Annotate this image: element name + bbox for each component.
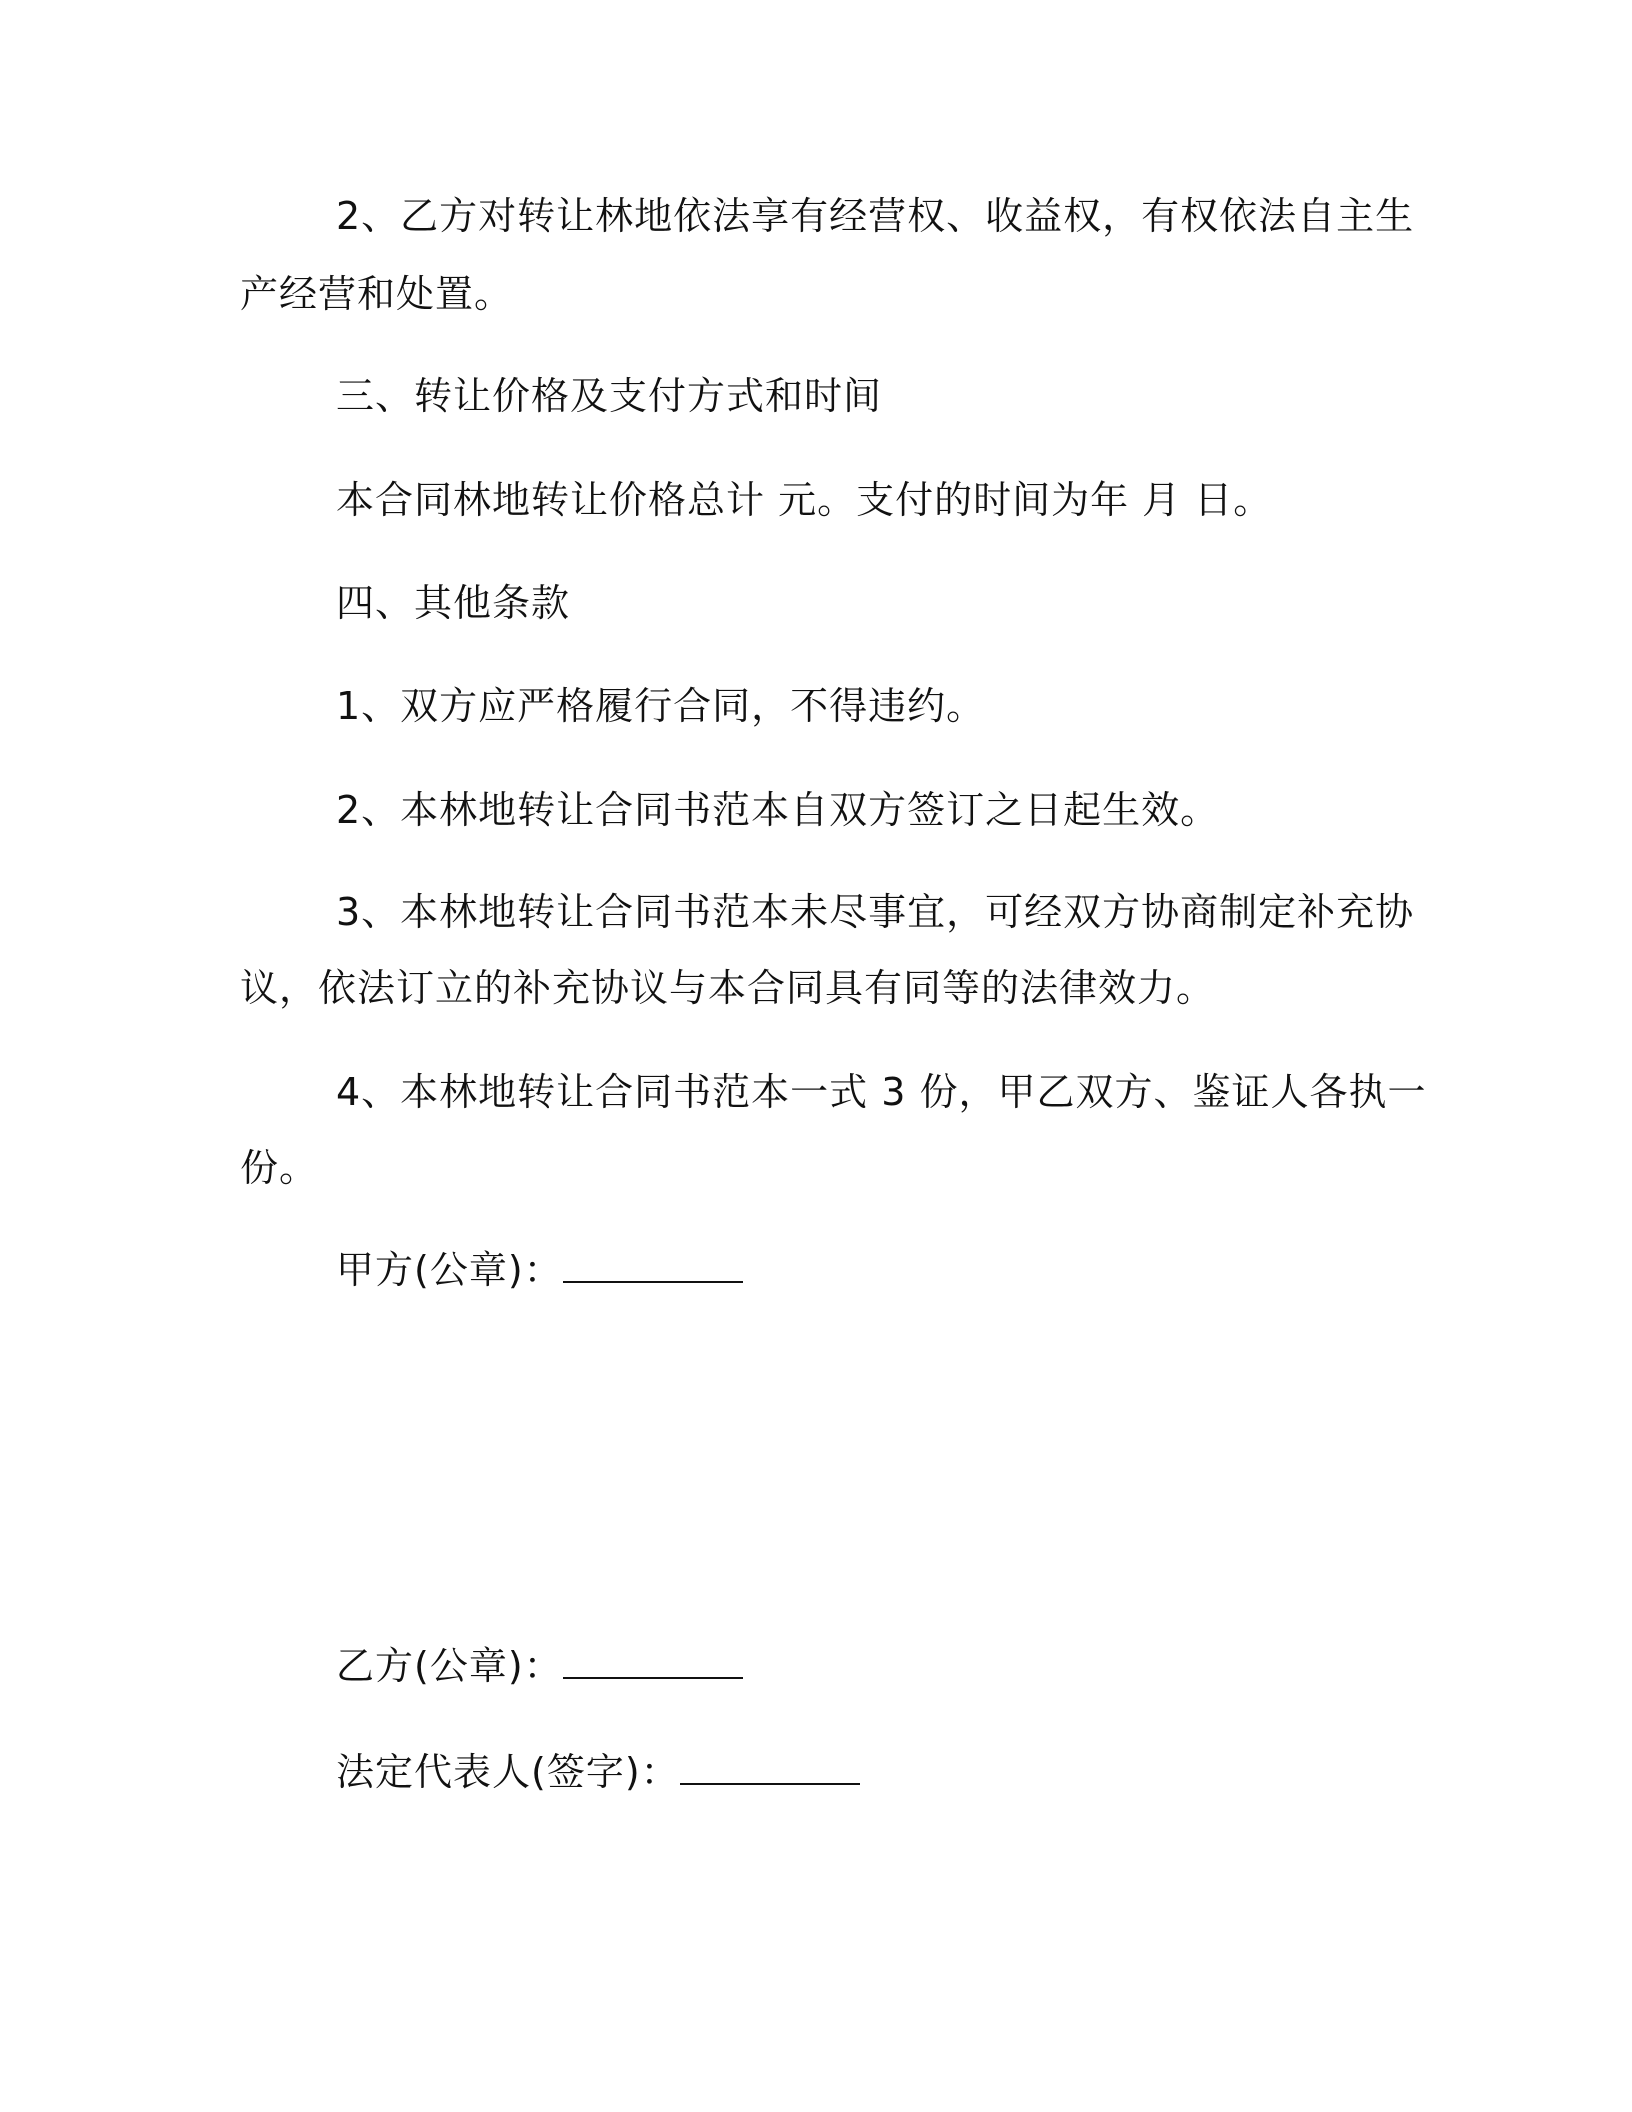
- legal-rep-signature-line: [336, 1746, 1370, 1798]
- party-a-label: 甲方(公章)：: [336, 1248, 563, 1292]
- section-4-heading: 四、其他条款: [336, 581, 571, 625]
- party-b-blank: [563, 1643, 743, 1679]
- legal-rep-label: 法定代表人(签字)：: [336, 1750, 680, 1794]
- party-a-signature-line: [336, 1244, 1370, 1296]
- legal-rep-blank: [680, 1749, 860, 1785]
- clause-3-line-2: 议，依法订立的补充协议与本合同具有同等的法律效力。: [240, 966, 1216, 1010]
- clause-2: 2、本林地转让合同书范本自双方签订之日起生效。: [336, 788, 1220, 832]
- party-a-blank: [563, 1247, 743, 1283]
- section-3-body: 本合同林地转让价格总计 元。支付的时间为年 月 日。: [336, 478, 1273, 522]
- clause-4-line-1: 4、本林地转让合同书范本一式 3 份，甲乙双方、鉴证人各执一: [336, 1070, 1427, 1114]
- item-2-line-1: 2、乙方对转让林地依法享有经营权、收益权，有权依法自主生: [336, 194, 1415, 238]
- section-3-heading: 三、转让价格及支付方式和时间: [336, 374, 883, 418]
- item-2-line-2: 产经营和处置。: [240, 272, 514, 316]
- clause-3-line-1: 3、本林地转让合同书范本未尽事宜，可经双方协商制定补充协: [336, 890, 1415, 934]
- clause-1: 1、双方应严格履行合同，不得违约。: [336, 684, 986, 728]
- clause-4-line-2: 份。: [240, 1146, 319, 1190]
- party-b-label: 乙方(公章)：: [336, 1644, 563, 1688]
- party-b-signature-line: [336, 1640, 1370, 1692]
